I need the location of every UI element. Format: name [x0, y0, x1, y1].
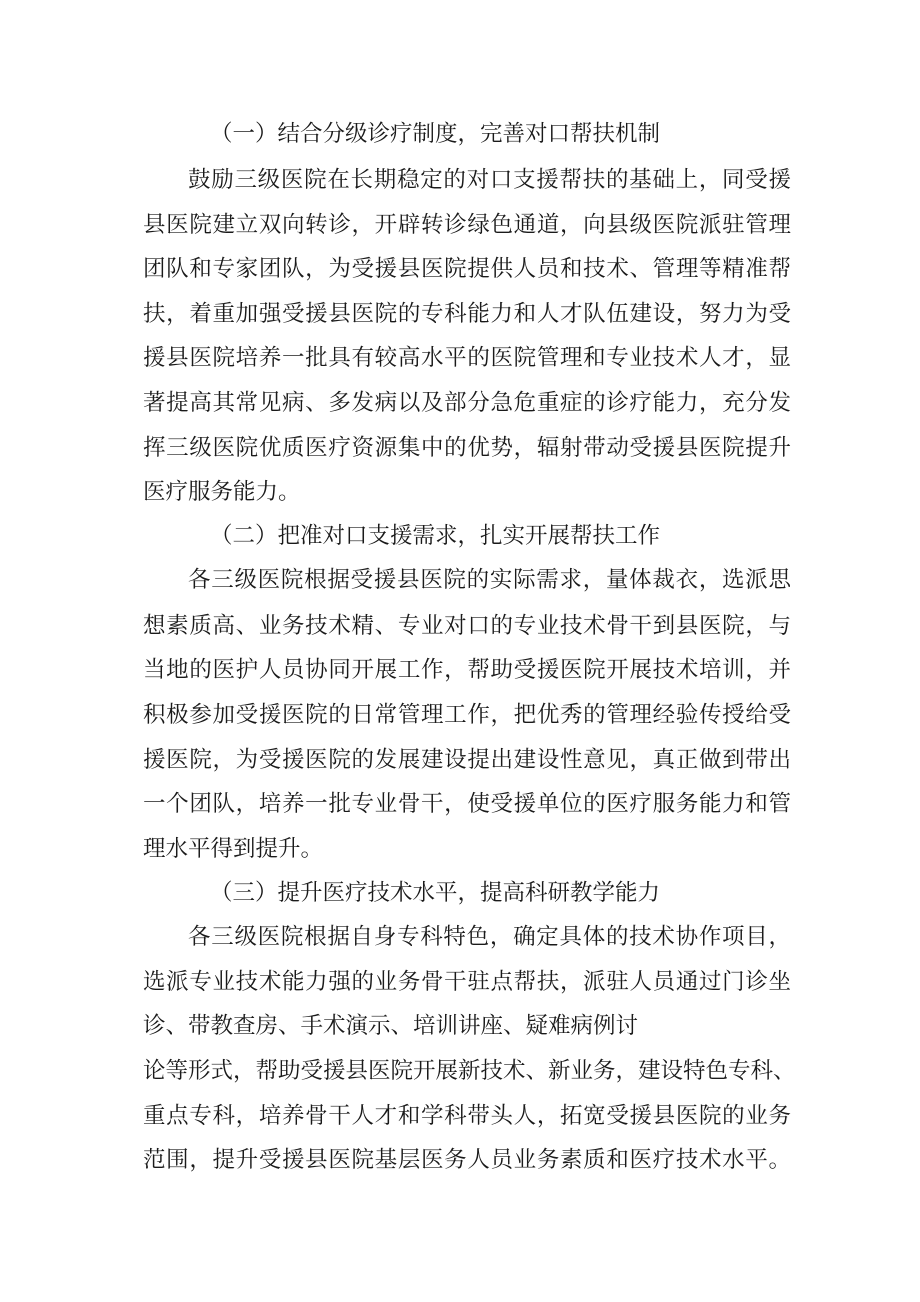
- paragraph-line: 团队和专家团队，为受援县医院提供人员和技术、管理等精准帮: [143, 256, 791, 282]
- paragraph-line: 选派专业技术能力强的业务骨干驻点帮扶，派驻人员通过门诊坐: [143, 969, 791, 995]
- paragraph-line: 各三级医院根据受援县医院的实际需求，量体裁衣，选派思: [188, 567, 791, 593]
- paragraph-line: 诊、带教查房、手术演示、培训讲座、疑难病例讨: [143, 1013, 639, 1039]
- paragraph-line: 医疗服务能力。: [143, 479, 301, 505]
- paragraph-line: 鼓励三级医院在长期稳定的对口支援帮扶的基础上，同受援: [188, 167, 791, 193]
- paragraph-line: 援医院，为受援医院的发展建设提出建设性意见，真正做到带出: [143, 747, 791, 773]
- paragraph-line: 援县医院培养一批具有较高水平的医院管理和专业技术人才，显: [143, 345, 791, 371]
- paragraph-line: 著提高其常见病、多发病以及部分急危重症的诊疗能力，充分发: [143, 390, 791, 416]
- paragraph-line: 扶，着重加强受援县医院的专科能力和人才队伍建设，努力为受: [143, 301, 791, 327]
- paragraph-line: 论等形式，帮助受援县医院开展新技术、新业务，建设特色专科、: [143, 1058, 796, 1084]
- paragraph-line: 当地的医护人员协同开展工作，帮助受援医院开展技术培训，并: [143, 657, 791, 683]
- paragraph-line: 想素质高、业务技术精、专业对口的专业技术骨干到县医院，与: [143, 613, 791, 639]
- section-heading-3: （三）提升医疗技术水平，提高科研教学能力: [210, 880, 661, 906]
- paragraph-line: 县医院建立双向转诊，开辟转诊绿色通道，向县级医院派驻管理: [143, 212, 791, 238]
- paragraph-line: 理水平得到提升。: [143, 836, 324, 862]
- paragraph-line: 积极参加受援医院的日常管理工作，把优秀的管理经验传授给受: [143, 702, 791, 728]
- section-heading-2: （二）把准对口支援需求，扎实开展帮扶工作: [210, 523, 661, 549]
- paragraph-line: 挥三级医院优质医疗资源集中的优势，辐射带动受援县医院提升: [143, 435, 791, 461]
- section-heading-1: （一）结合分级诊疗制度，完善对口帮扶机制: [210, 121, 661, 147]
- paragraph-line: 重点专科，培养骨干人才和学科带头人，拓宽受援县医院的业务: [143, 1103, 791, 1129]
- paragraph-line: 各三级医院根据自身专科特色，确定具体的技术协作项目，: [188, 924, 791, 950]
- paragraph-line: 一个团队，培养一批专业骨干，使受援单位的医疗服务能力和管: [143, 791, 791, 817]
- paragraph-line: 范围，提升受援县医院基层医务人员业务素质和医疗技术水平。: [143, 1147, 791, 1173]
